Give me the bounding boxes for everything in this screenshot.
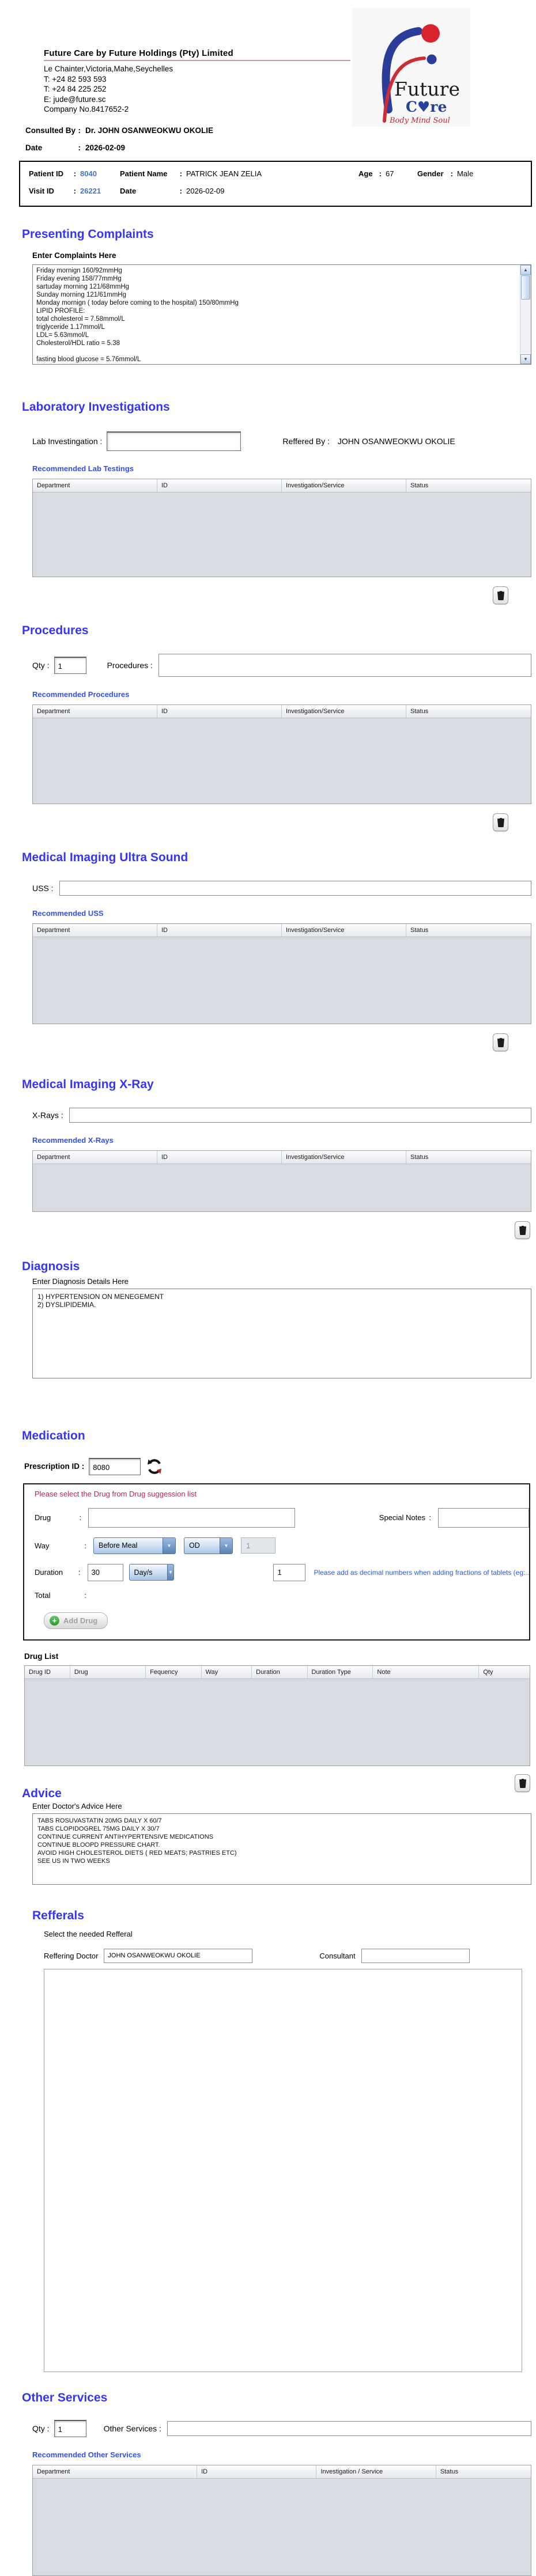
uss-delete-button[interactable] [493,1033,508,1051]
lab-delete-button[interactable] [493,586,508,604]
visit-id-label: Visit ID [29,186,54,195]
duration-unit-select[interactable] [129,1564,175,1581]
complaints-scrollbar[interactable] [520,265,531,364]
chevron-down-icon: ▼ [163,1538,175,1554]
refferal-list-box[interactable] [44,1969,522,2372]
chevron-down-icon: ▼ [167,1564,174,1580]
drug-list-body[interactable] [25,1679,530,1766]
other-services-title: Other Services [22,2391,108,2404]
refferals-title: Refferals [32,1908,84,1922]
refferal-inputs-row [44,1949,536,1963]
uss-col-id: ID [157,924,282,937]
recommended-xray-label: Recommended X-Rays [32,1135,114,1145]
drug-list-label: Drug List [24,1651,59,1661]
company-name: Future Care by Future Holdings (Pty) Limited [44,48,350,61]
company-phone-2: T: +24 84 225 252 [44,85,107,93]
other-col-id: ID [197,2465,316,2479]
lab-testings-table [32,479,531,577]
other-services-input[interactable] [167,2421,531,2436]
diagnosis-title: Diagnosis [22,1259,80,1273]
recommended-lab-label: Recommended Lab Testings [32,464,134,473]
xray-table-body[interactable] [33,1164,531,1211]
consult-date-row: Date : 2026-02-09 [25,143,126,152]
lab-investigation-input[interactable] [107,431,241,451]
duration-unit-value: Day/s [134,1568,153,1577]
trash-icon [497,1037,505,1047]
gender-value: Male [457,169,474,178]
svg-text:C♥re: C♥re [406,99,447,115]
diagnosis-sublabel: Enter Diagnosis Details Here [32,1276,129,1286]
lab-col-department: Department [33,479,157,493]
recommended-procedures-label: Recommended Procedures [32,690,130,699]
fraction-note: Please add as decimal numbers when adding fractions of tablets (eg:.. [314,1568,529,1577]
drug-input[interactable] [88,1508,295,1528]
svg-text:Future: Future [394,78,460,100]
xray-col-investigation: Investigation/Service [282,1151,406,1164]
ultrasound-title: Medical Imaging Ultra Sound [22,850,188,864]
uss-table-body[interactable] [33,937,531,1024]
xray-input-row [32,1108,531,1123]
refresh-icon [146,1459,163,1475]
procedures-table-body[interactable] [33,718,531,804]
xray-input[interactable] [69,1108,531,1123]
gender-label: Gender [417,169,444,178]
procedures-input-row [32,654,531,677]
procedures-input[interactable] [158,654,531,677]
complaints-box [32,264,531,365]
drug-row: Drug : Special Notes : [35,1508,529,1528]
company-email: E: jude@future.sc [44,94,106,104]
advice-box [32,1813,531,1885]
duration-label: Duration [35,1568,63,1577]
visit-id-value: 26221 [80,186,101,195]
consulted-by-row: Consulted By : Dr. JOHN OSANWEOKWU OKOLIE [25,126,214,135]
other-services-label: Other Services : [103,2423,161,2433]
patient-row-1: Patient ID : 8040 Patient Name : PATRICK JEAN ZELIA Age : 67 Gender : Male [29,169,474,178]
uss-col-investigation: Investigation/Service [282,924,406,937]
drug-col-duration-type: Duration Type [308,1666,373,1679]
way-label: Way [35,1541,50,1550]
procedures-label: Procedures : [107,660,153,670]
age-value: 67 [386,169,394,178]
drug-col-duration: Duration [252,1666,307,1679]
xray-col-status: Status [406,1151,531,1164]
other-services-input-row [32,2420,531,2437]
patient-name-value: PATRICK JEAN ZELIA [186,169,262,178]
company-number: Company No.8417652-2 [44,105,129,113]
refresh-prescription-button[interactable] [146,1459,163,1475]
consultant-label: Consultant [319,1951,356,1960]
add-icon: + [50,1616,59,1626]
patient-id-label: Patient ID [29,169,63,178]
reffered-by-label: Reffered By : [282,436,330,446]
trash-icon [519,1778,527,1788]
age-label: Age [358,169,373,178]
consulted-by-value: Dr. JOHN OSANWEOKWU OKOLIE [85,126,214,135]
drug-suggestion-notice: Please select the Drug from Drug suggession list [35,1489,197,1498]
consulted-by-label: Consulted By [25,126,76,135]
other-col-status: Status [436,2465,531,2479]
prescription-id-label: Prescription ID : [24,1462,85,1471]
consultation-info [25,126,536,152]
complaints-textarea[interactable] [33,265,531,364]
lab-col-investigation: Investigation/Service [282,479,406,493]
frequency-select[interactable] [184,1537,233,1554]
drug-list-table [24,1665,530,1766]
add-drug-button[interactable] [44,1612,108,1629]
scrollbar-thumb[interactable] [521,275,530,300]
patient-name-label: Patient Name [120,169,168,178]
duration-input[interactable] [88,1564,123,1581]
uss-col-status: Status [406,924,531,937]
way-selected-value: Before Meal [99,1541,138,1550]
xray-col-id: ID [157,1151,282,1164]
drug-col-way: Way [202,1666,252,1679]
way-qty-input [241,1537,275,1554]
drug-col-drug: Drug [70,1666,146,1679]
uss-input-row [32,881,531,896]
laboratory-title: Laboratory Investigations [22,400,170,414]
medication-title: Medication [22,1429,85,1442]
xray-col-department: Department [33,1151,157,1164]
advice-textarea[interactable] [33,1814,531,1884]
lab-col-status: Status [406,479,531,493]
scroll-down-icon[interactable]: ▼ [520,354,531,364]
xray-label: X-Rays : [32,1110,63,1120]
lab-col-id: ID [157,479,282,493]
xray-title: Medical Imaging X-Ray [22,1077,154,1091]
other-qty-input[interactable] [54,2420,86,2437]
drug-label: Drug [35,1513,51,1522]
diagnosis-box [32,1289,531,1378]
other-services-table [32,2465,531,2576]
special-notes-label: Special Notes [379,1513,425,1522]
company-phone-1: T: +24 82 593 593 [44,74,107,84]
procedures-title: Procedures [22,623,89,637]
future-care-logo-icon [352,8,470,127]
proc-col-status: Status [406,705,531,718]
prescription-id-input[interactable] [89,1458,141,1475]
company-address: Le Chainter,Victoria,Mahe,Seychelles [44,65,173,73]
way-select[interactable] [93,1537,176,1554]
drug-entry-form [23,1483,530,1641]
uss-input[interactable] [59,881,531,896]
refferals-sublabel: Select the needed Refferal [44,1929,133,1938]
drug-col-qty: Qty [479,1666,530,1679]
presenting-complaints-title: Presenting Complaints [22,227,154,241]
uss-table [32,923,531,1024]
company-logo [352,8,470,127]
proc-col-investigation: Investigation/Service [282,705,406,718]
reffering-doctor-label: Reffering Doctor [44,1951,99,1960]
duration-row: Duration : 30 Day/s ▼ 1 Please add as decimal numbers when adding fractions of tablets (eg:.. [35,1564,529,1581]
advice-sublabel: Enter Doctor's Advice Here [32,1801,122,1810]
scroll-up-icon[interactable]: ▲ [520,265,531,275]
add-drug-label: Add Drug [63,1616,98,1625]
lab-table-body[interactable] [33,493,531,577]
frequency-selected-value: OD [189,1541,200,1550]
patient-id-value: 8040 [80,169,97,178]
xray-delete-button[interactable] [515,1221,530,1239]
trash-icon [497,817,505,827]
other-services-table-body[interactable] [33,2479,531,2575]
procedures-qty-label: Qty : [32,660,50,670]
consult-date-value: 2026-02-09 [85,143,126,152]
drug-col-note: Note [373,1666,479,1679]
procedures-table [32,704,531,804]
special-notes-input[interactable] [438,1508,529,1528]
chevron-down-icon: ▼ [220,1538,232,1554]
procedures-delete-button[interactable] [493,813,508,831]
patient-row-2: Visit ID : 26221 Date : 2026-02-09 [29,186,225,195]
proc-col-department: Department [33,705,157,718]
proc-col-id: ID [157,705,282,718]
consult-date-label: Date [25,143,43,152]
other-col-investigation: Investigation / Service [316,2465,436,2479]
drug-col-frequency: Fequency [146,1666,201,1679]
tablet-fraction-input[interactable] [273,1564,305,1581]
uss-label: USS : [32,883,54,893]
lab-investigation-label: Lab Investingation : [32,436,103,446]
recommended-other-label: Recommended Other Services [32,2450,141,2459]
advice-title: Advice [22,1786,62,1800]
svg-text:Body Mind Soul: Body Mind Soul [390,116,450,125]
uss-col-department: Department [33,924,157,937]
way-row: Way : Before Meal ▼ OD ▼ 1 [35,1537,529,1554]
consultant-input[interactable] [361,1949,470,1963]
reffered-by-value: JOHN OSANWEOKWU OKOLIE [337,436,455,446]
diagnosis-textarea[interactable] [33,1289,531,1378]
trash-icon [519,1225,527,1235]
lab-table-header [33,479,531,493]
recommended-uss-label: Recommended USS [32,908,104,918]
drug-col-id: Drug ID [25,1666,70,1679]
xray-table [32,1150,531,1212]
complaints-sublabel: Enter Complaints Here [32,251,116,260]
other-col-department: Department [33,2465,197,2479]
reffering-doctor-input[interactable] [104,1949,252,1963]
total-label: Total [35,1590,51,1600]
prescription-row [24,1458,536,1475]
patient-info-box [19,161,532,207]
lab-input-row [32,431,531,451]
trash-icon [497,590,505,600]
visit-date-value: 2026-02-09 [186,186,225,195]
procedures-qty-input[interactable] [54,657,86,674]
visit-date-label: Date [120,186,137,195]
other-qty-label: Qty : [32,2423,50,2433]
advice-delete-button[interactable] [515,1774,530,1792]
total-row: Total : [35,1590,86,1600]
